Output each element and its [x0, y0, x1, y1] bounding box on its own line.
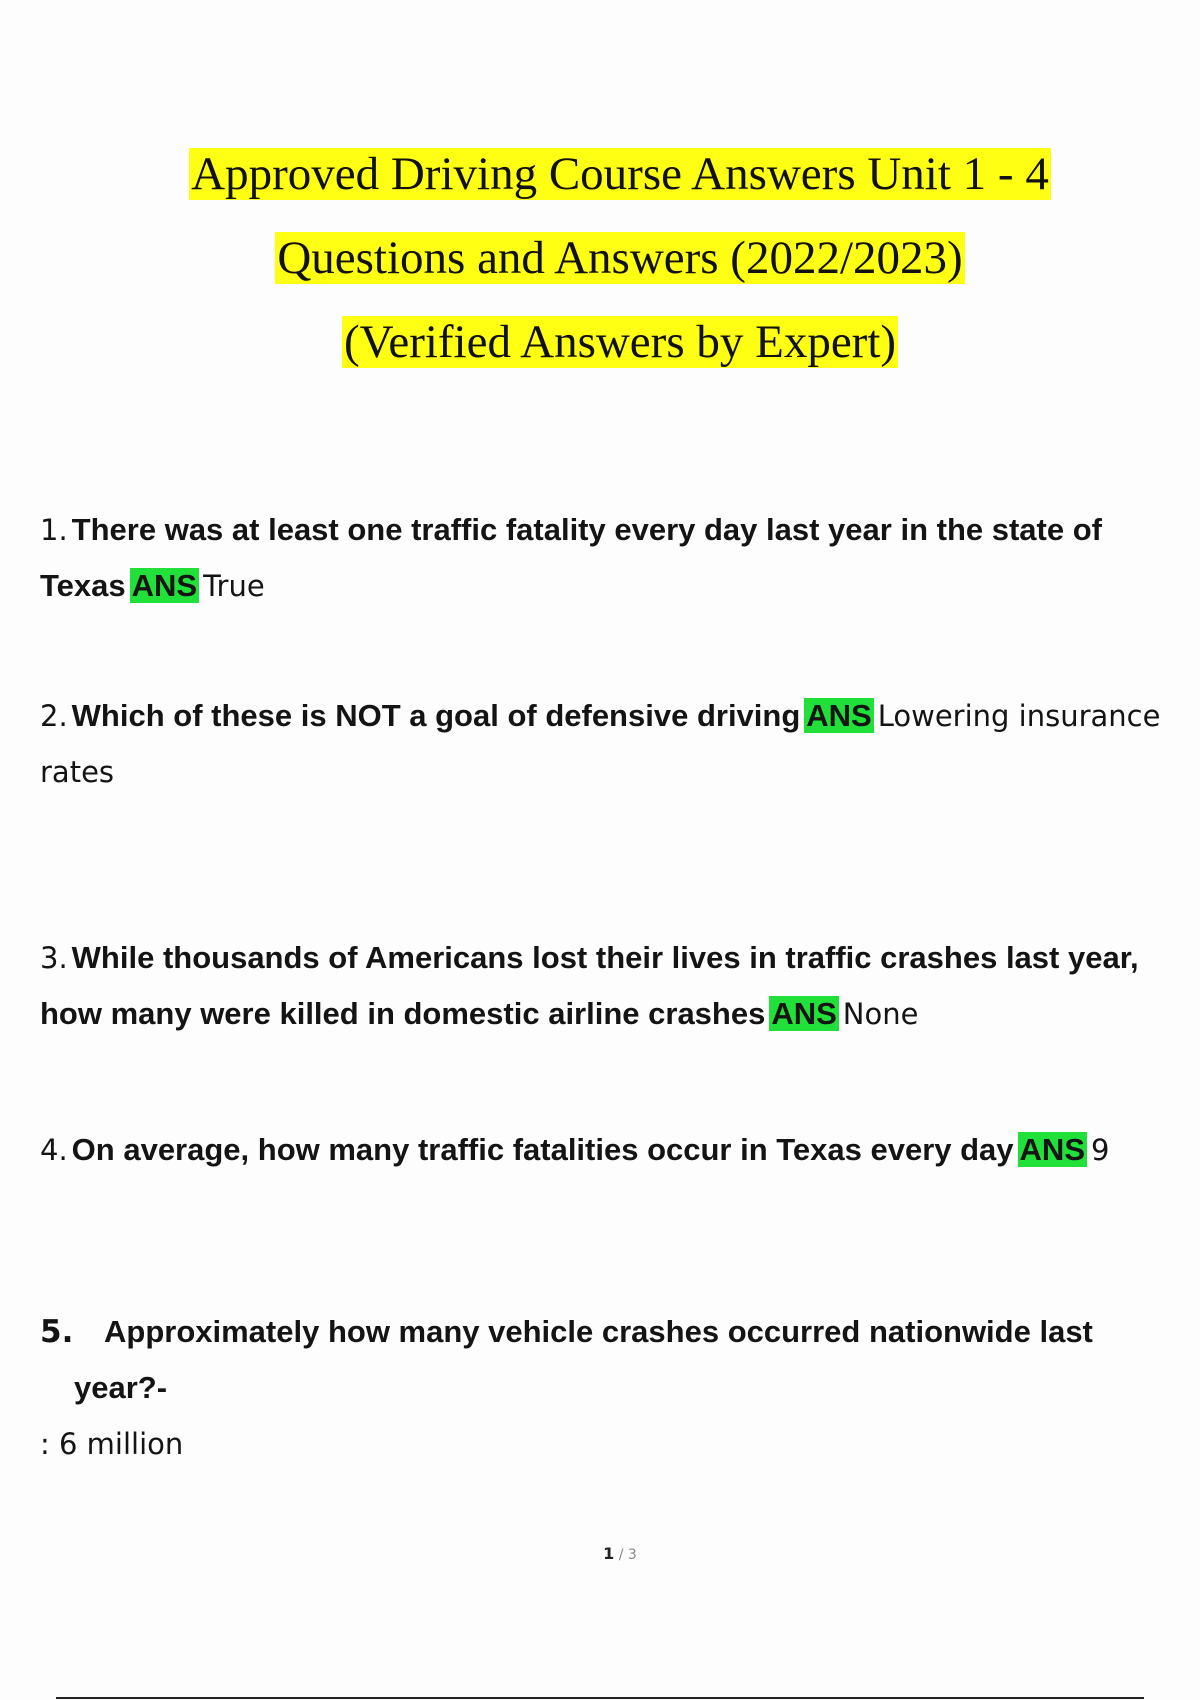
question-text-line-1: Approximately how many vehicle crashes occurred nationwide last [104, 1314, 1093, 1349]
answer-text: Lowering insurance rates [40, 699, 1161, 789]
question-item-5 [40, 1304, 1170, 1472]
question-item-4 [40, 1122, 1170, 1178]
page-indicator [0, 1544, 1200, 1563]
title-line-3: (Verified Answers by Expert) [343, 316, 897, 368]
question-item-3 [40, 930, 1170, 1042]
question-number: 1. [40, 513, 68, 547]
ans-tag: ANS [131, 568, 198, 603]
question-number: 3. [40, 941, 68, 975]
question-text: While thousands of Americans lost their lives in traffic crashes last year, how many were killed in domestic airline crashes [40, 940, 1139, 1031]
ans-tag: ANS [806, 698, 872, 733]
question-text-line-2: year?- [74, 1370, 168, 1405]
question-number: 2. [40, 699, 68, 733]
question-number: 5. [40, 1314, 74, 1350]
page-separator: / [614, 1547, 628, 1563]
current-page: 1 [603, 1544, 615, 1563]
ans-tag: ANS [1019, 1132, 1085, 1167]
question-text: Which of these is NOT a goal of defensive driving [71, 698, 801, 733]
total-pages: 3 [627, 1547, 637, 1563]
ans-tag: ANS [771, 996, 837, 1031]
answer-text: 9 [1091, 1133, 1110, 1167]
page-bottom-rule [56, 1697, 1144, 1699]
document-title [0, 132, 1200, 384]
question-text: There was at least one traffic fatality every day last year in the state of Texas [40, 512, 1102, 603]
question-item-1 [40, 502, 1170, 614]
title-line-2: Questions and Answers (2022/2023) [277, 232, 963, 284]
answer-text: True [203, 569, 265, 603]
answer-text: None [842, 997, 919, 1031]
question-text: On average, how many traffic fatalities occur in Texas every day [71, 1132, 1014, 1167]
answer-text: : 6 million [40, 1427, 184, 1461]
title-line-1: Approved Driving Course Answers Unit 1 - 4 [191, 148, 1049, 200]
question-item-2 [40, 688, 1170, 800]
question-number: 4. [40, 1133, 68, 1167]
